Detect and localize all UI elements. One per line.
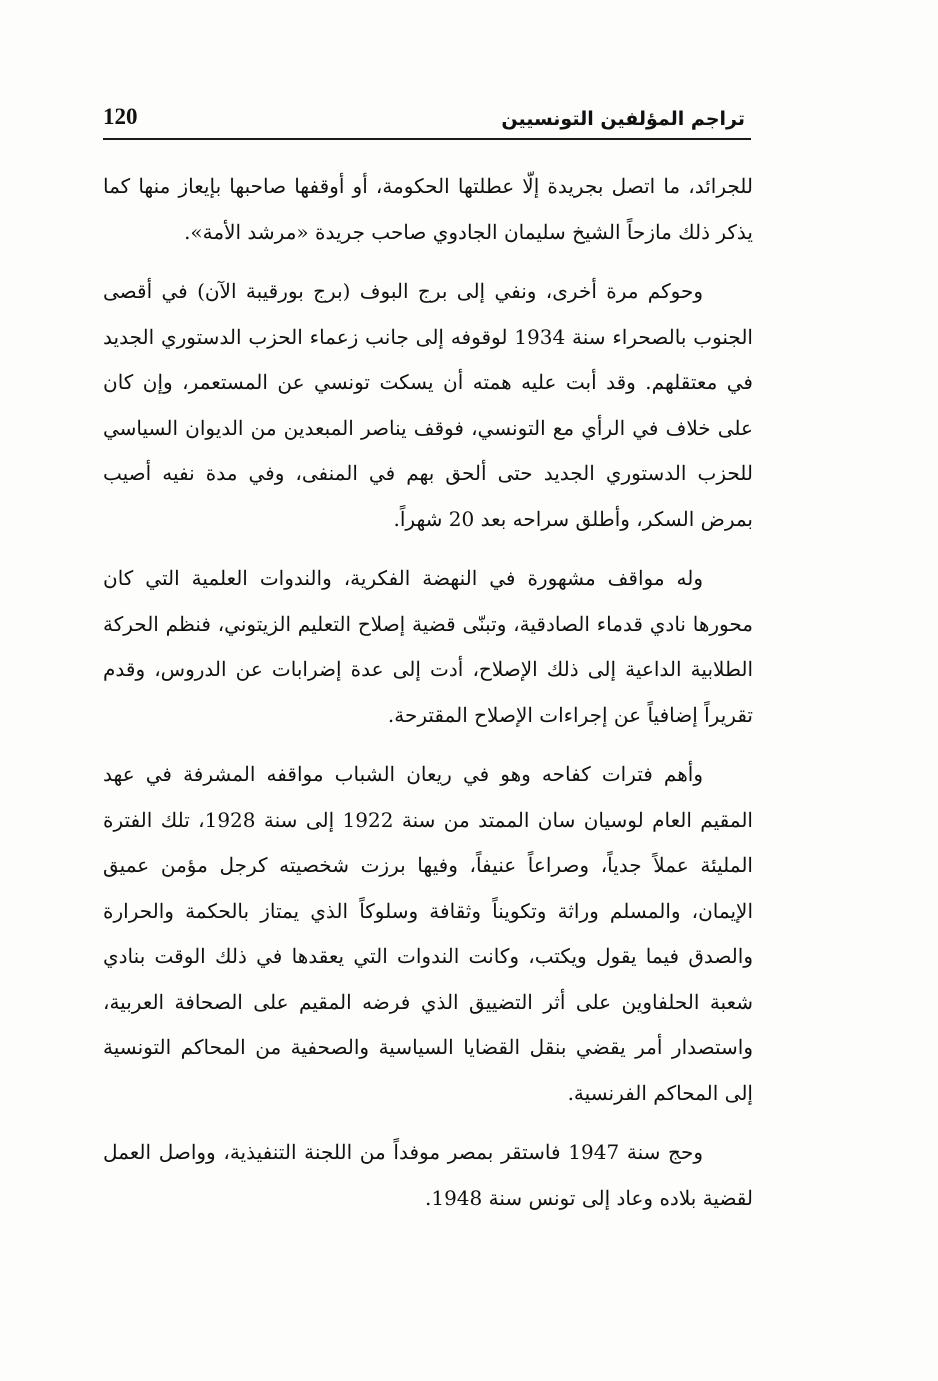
body-text xyxy=(103,164,753,1221)
running-title: تراجم المؤلفين التونسيين xyxy=(501,108,745,130)
paragraph-struggle-period: وأهم فترات كفاحه وهو في ريعان الشباب مواقفه المشرفة في عهد المقيم العام لوسيان سان الممتد من سنة 1922 إلى سنة 1928، تلك الفترة المليئة عملاً جدياً، وصراعاً عنيفاً، وفيها برزت شخصيته كرجل مؤمن عميق الإيمان، والمسلم وراثة وتكويناً وثقافة وسلوكاً الذي يمتاز بالحكمة والحرارة والصدق فيما يقول ويكتب، وكانت الندوات التي يعقدها في ذلك الوقت بنادي شعبة الحلفاوين على أثر التضييق الذي فرضه المقيم على الصحافة العربية، واستصدار أمر يقضي بنقل القضايا السياسية والصحفية من المحاكم التونسية إلى المحاكم الفرنسية. xyxy=(103,762,753,1105)
paragraph-pilgrimage: وحج سنة 1947 فاستقر بمصر موفداً من اللجنة التنفيذية، وواصل العمل لقضية بلاده وعاد إلى تونس سنة 1948. xyxy=(103,1140,753,1210)
running-header xyxy=(103,96,751,140)
page-number: 120 xyxy=(103,104,138,129)
paragraph-continuation: للجرائد، ما اتصل بجريدة إلّا عطلتها الحكومة، أو أوقفها صاحبها بإيعاز منها كما يذكر ذلك مازحاً الشيخ سليمان الجادوي صاحب جريدة «مرشد الأمة». xyxy=(103,174,753,244)
paragraph-exile: وحوكم مرة أخرى، ونفي إلى برج البوف (برج بورقيبة الآن) في أقصى الجنوب بالصحراء سنة 1934 لوقوفه إلى جانب زعماء الحزب الدستوري الجديد في معتقلهم. وقد أبت عليه همته أن يسكت تونسي عن المستعمر، وإن كان على خلاف في الرأي مع التونسي، فوقف يناصر المبعدين من الديوان السياسي للحزب الدستوري الجديد حتى ألحق بهم في المنفى، وفي مدة نفيه أصيب بمرض السكر، وأطلق سراحه بعد 20 شهراً. xyxy=(103,279,753,531)
paragraph-reform-positions: وله مواقف مشهورة في النهضة الفكرية، والندوات العلمية التي كان محورها نادي قدماء الصادقية، وتبنّى قضية إصلاح التعليم الزيتوني، فنظم الحركة الطلابية الداعية إلى ذلك الإصلاح، أدت إلى عدة إضرابات عن الدروس، وقدم تقريراً إضافياً عن إجراءات الإصلاح المقترحة. xyxy=(103,566,753,727)
